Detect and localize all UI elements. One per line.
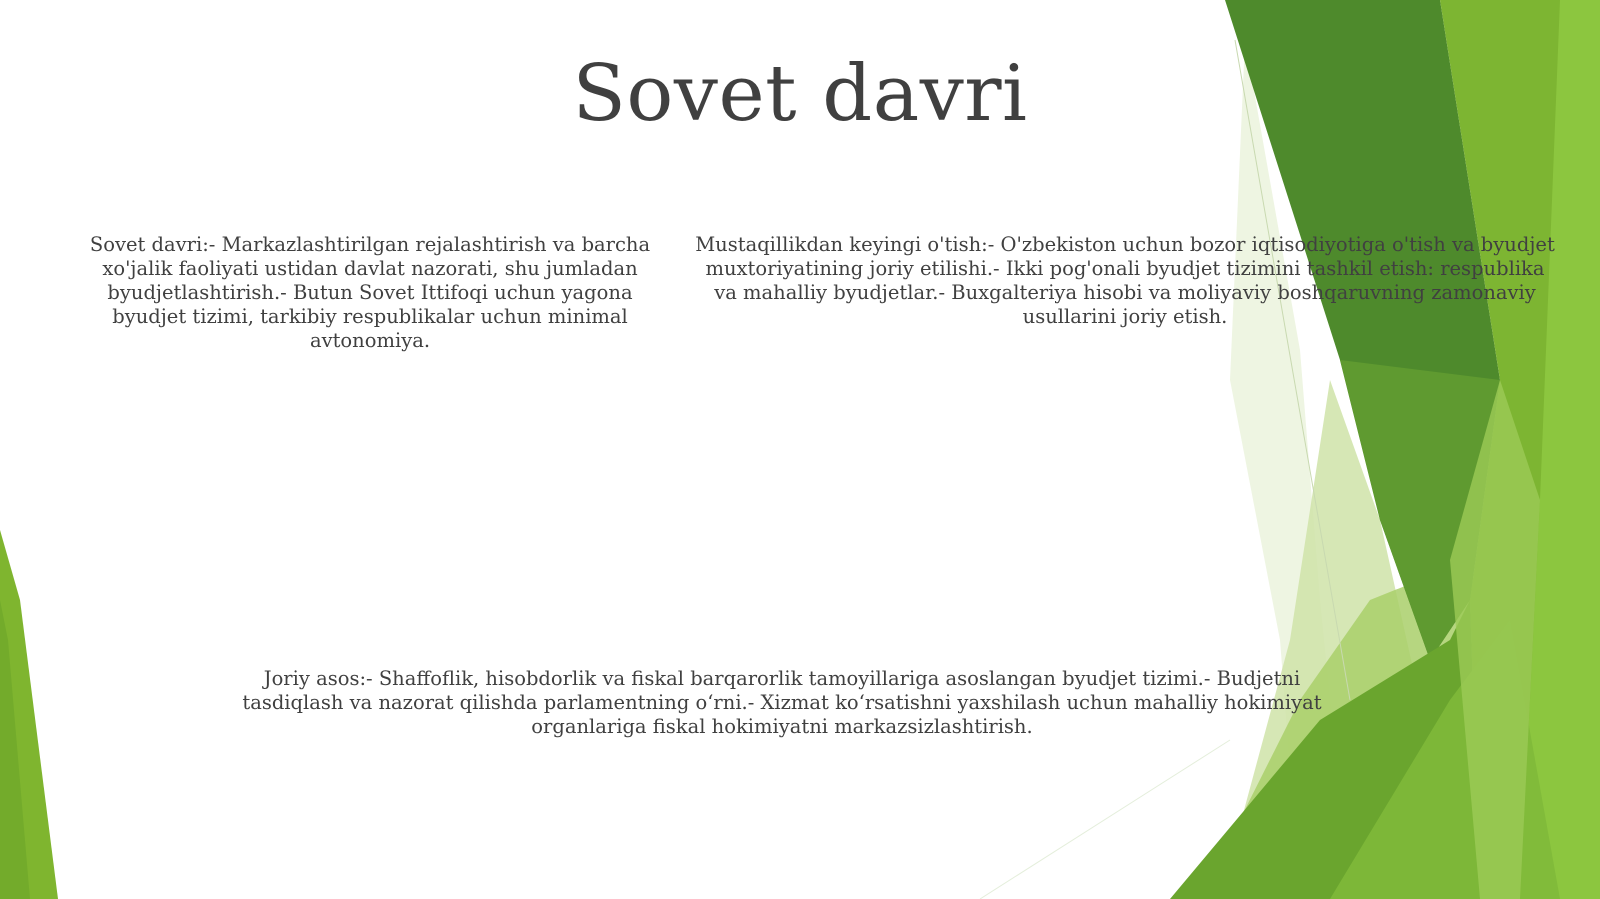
text-block-soviet-period: Sovet davri:- Markazlashtirilgan rejalashtirish va barcha xo'jalik faoliyati ustidan davlat nazorati, shu jumladan byudjetlashtirish.- Butun Sovet Ittifoqi uchun yagona byudjet tizimi, tarkibiy respublikalar uchun minimal avtonomiya. [89, 233, 651, 352]
text-block-current-framework: Joriy asos:- Shaffoflik, hisobdorlik va fiskal barqarorlik tamoyillariga asoslangan byudjet tizimi.- Budjetni tasdiqlash va nazorat qilishda parlamentning oʻrni.- Xizmat koʻrsatishni yaxshilash uchun mahalliy hokimiyat organlariga fiskal hokimiyatni markazsizlashtirish. [242, 667, 1322, 738]
text-block-post-independence: Mustaqillikdan keyingi o'tish:- O'zbekiston uchun bozor iqtisodiyotiga o'tish va byudjet muxtoriyatining joriy etilishi.- Ikki pog'onali byudjet tizimini tashkil etish: respublika va mahalliy byudjetlar.- Buxgalteriya hisobi va moliyaviy boshqaruvning zamonaviy usullarini joriy etish. [695, 233, 1555, 328]
slide-title: Sovet davri [572, 49, 1028, 139]
